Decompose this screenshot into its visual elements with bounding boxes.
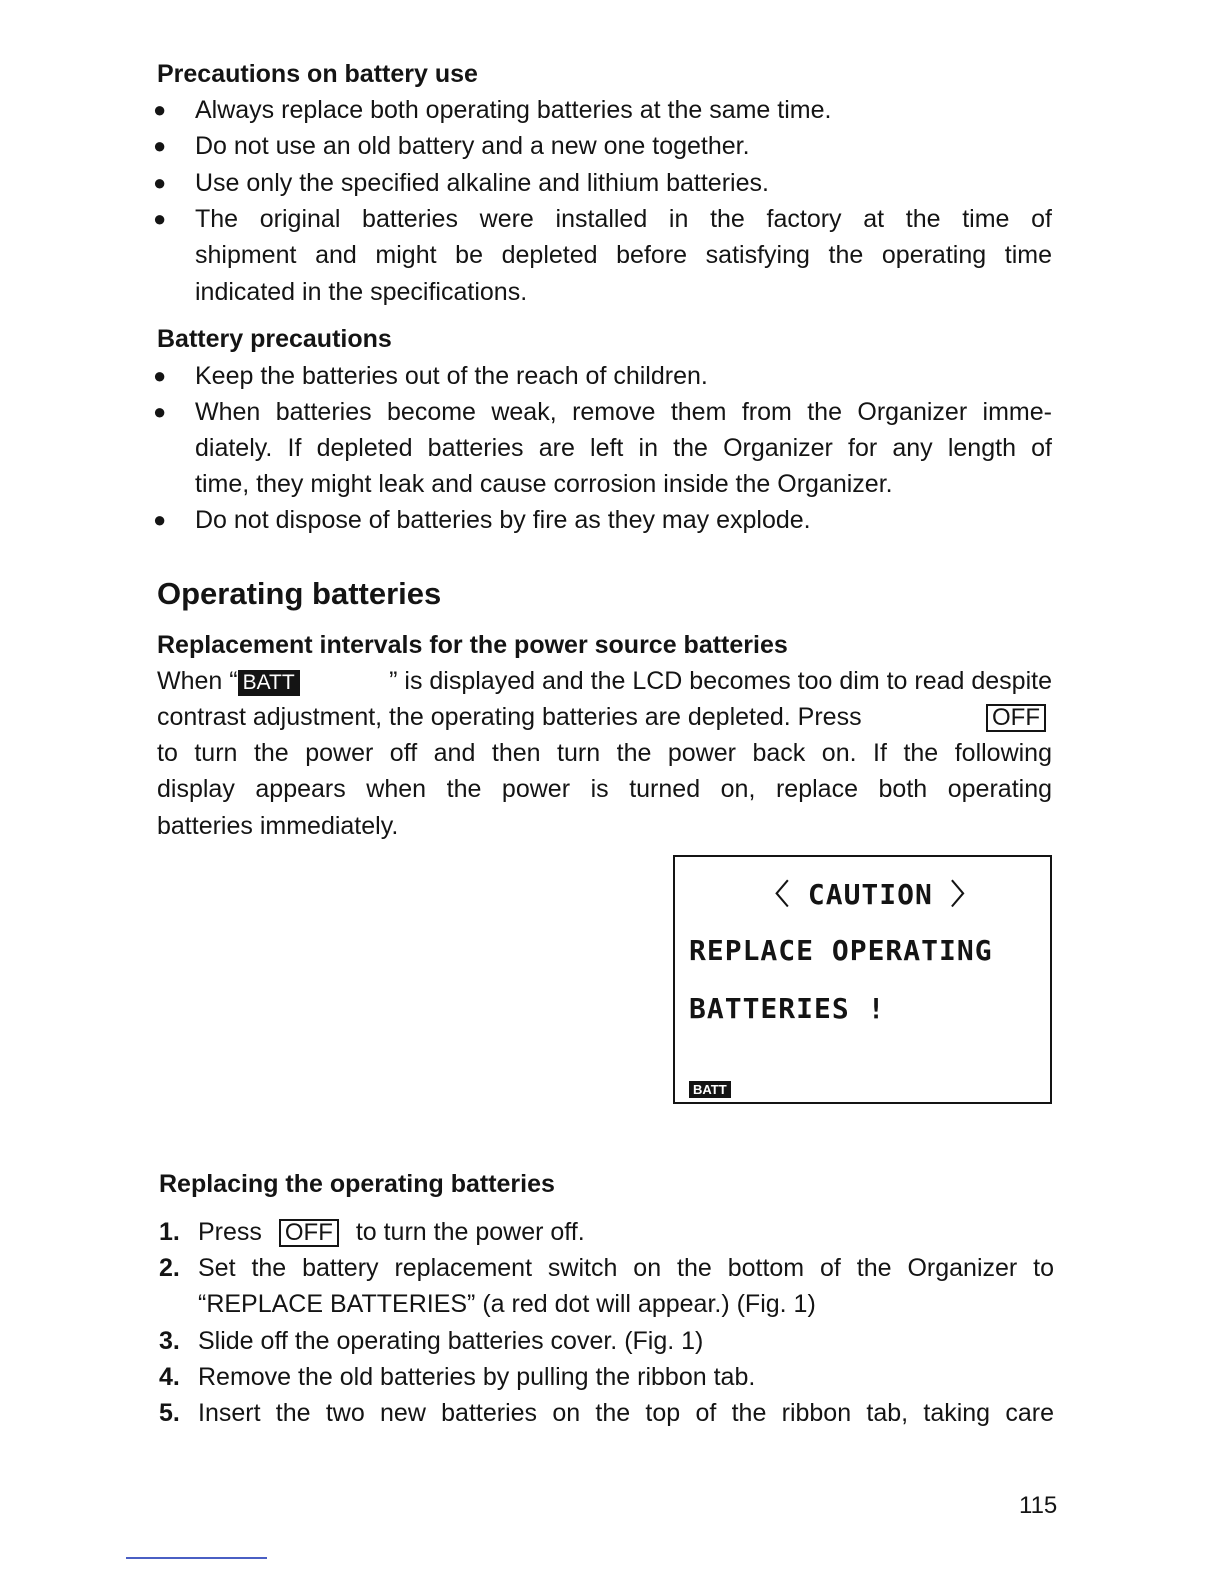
paragraph-line-1 xyxy=(157,666,1052,696)
battery-precaution-item-2-line-3: time, they might leak and cause corrosion inside the Organizer. xyxy=(195,470,893,498)
paragraph-line-4: display appears when the power is turned on, replace both operating xyxy=(157,775,1052,803)
step-1-pre: Press xyxy=(198,1218,262,1246)
paragraph-line-2 xyxy=(157,702,1052,732)
heading-battery-precautions: Battery precautions xyxy=(157,325,392,353)
lcd-batt-icon: BATT xyxy=(689,1081,731,1098)
step-5: Insert the two new batteries on the top of the ribbon tab, taking care xyxy=(198,1399,1054,1427)
lcd-caution-line: 〈 CAUTION 〉 xyxy=(761,878,980,911)
heading-precautions-battery-use: Precautions on battery use xyxy=(157,60,478,88)
paragraph-line-3: to turn the power off and then turn the power back on. If the following xyxy=(157,739,1052,767)
heading-replacing-batteries: Replacing the operating batteries xyxy=(159,1170,555,1198)
paragraph-line-2-text: contrast adjustment, the operating batteries are depleted. Press xyxy=(157,703,862,731)
step-number: 4. xyxy=(159,1363,180,1391)
section-title-operating-batteries: Operating batteries xyxy=(157,576,442,611)
bullet-icon: ● xyxy=(153,399,167,424)
precaution-use-item-4-line-3: indicated in the specifications. xyxy=(195,278,528,306)
step-number: 3. xyxy=(159,1327,180,1355)
lcd-batteries-line: BATTERIES ! xyxy=(689,992,886,1025)
step-number: 1. xyxy=(159,1218,180,1246)
bullet-icon: ● xyxy=(153,206,167,231)
step-4: Remove the old batteries by pulling the ribbon tab. xyxy=(198,1363,756,1391)
step-3: Slide off the operating batteries cover. (Fig. 1) xyxy=(198,1327,704,1355)
page-number: 115 xyxy=(1019,1492,1058,1519)
precaution-use-item-4-line-1: The original batteries were installed in the factory at the time of xyxy=(195,205,1052,233)
step-1 xyxy=(198,1217,585,1247)
step-2-line-2: “REPLACE BATTERIES” (a red dot will appear.) (Fig. 1) xyxy=(198,1290,816,1318)
battery-precaution-item-2-line-2: diately. If depleted batteries are left in the Organizer for any length of xyxy=(195,434,1052,462)
bullet-icon: ● xyxy=(153,363,167,388)
step-number: 2. xyxy=(159,1254,180,1282)
bullet-icon: ● xyxy=(153,507,167,532)
batt-indicator-icon: BATT xyxy=(238,670,300,696)
precaution-use-item-4-line-2: shipment and might be depleted before satisfying the operating time xyxy=(195,241,1052,269)
step-number: 5. xyxy=(159,1399,180,1427)
lcd-caution-display xyxy=(673,855,1052,1104)
battery-precaution-item-3: Do not dispose of batteries by fire as they may explode. xyxy=(195,506,811,534)
bullet-icon: ● xyxy=(153,133,167,158)
paragraph-when-text: When “ BATT xyxy=(157,666,300,696)
precaution-use-item-2: Do not use an old battery and a new one together. xyxy=(195,132,750,160)
bullet-icon: ● xyxy=(153,170,167,195)
off-key-icon: OFF xyxy=(986,704,1046,732)
off-key-icon: OFF xyxy=(279,1219,339,1247)
battery-precaution-item-1: Keep the batteries out of the reach of children. xyxy=(195,362,708,390)
step-1-post: to turn the power off. xyxy=(355,1218,585,1246)
precaution-use-item-3: Use only the specified alkaline and lithium batteries. xyxy=(195,169,769,197)
footer-divider xyxy=(126,1557,267,1559)
paragraph-line-1-rest: ” is displayed and the LCD becomes too dim to read despite xyxy=(389,667,1052,695)
bullet-icon: ● xyxy=(153,97,167,122)
battery-precaution-item-2-line-1: When batteries become weak, remove them from the Organizer imme- xyxy=(195,398,1052,426)
step-2-line-1: Set the battery replacement switch on the bottom of the Organizer to xyxy=(198,1254,1054,1282)
paragraph-line-5: batteries immediately. xyxy=(157,812,399,840)
heading-replacement-intervals: Replacement intervals for the power source batteries xyxy=(157,631,788,659)
lcd-replace-line: REPLACE OPERATING xyxy=(689,934,993,967)
precaution-use-item-1: Always replace both operating batteries at the same time. xyxy=(195,96,832,124)
